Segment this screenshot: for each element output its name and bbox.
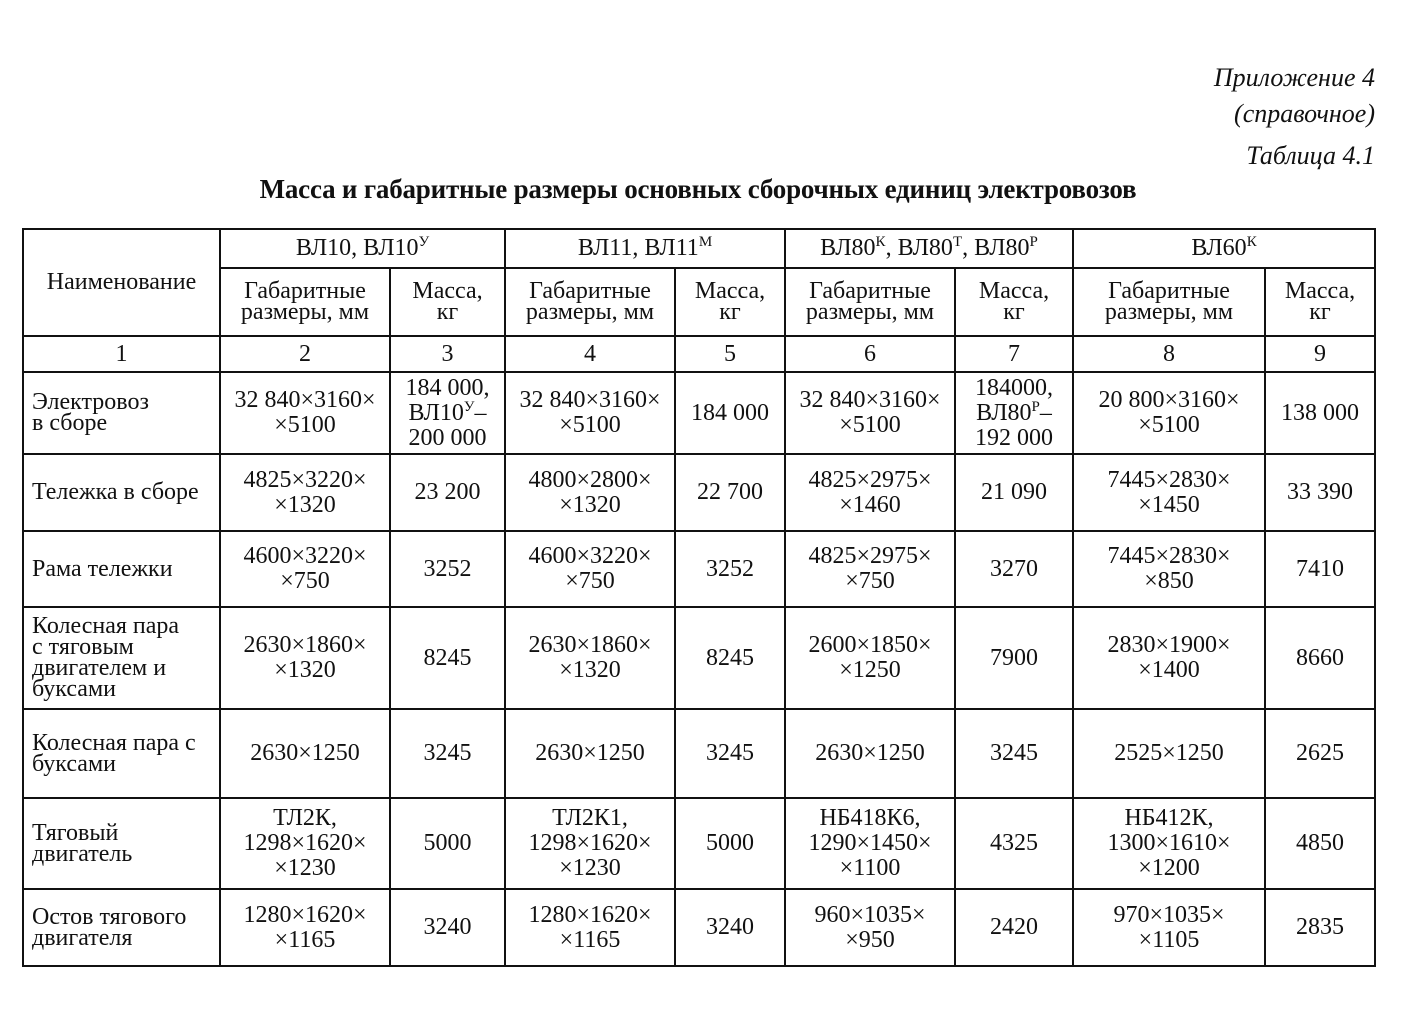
- cell-line: 32 840×3160×: [234, 387, 376, 413]
- table-title: Масса и габаритные размеры основных сборочных единиц электровозов: [259, 174, 1137, 204]
- mass-cell: [675, 607, 785, 709]
- column-number: 5: [675, 336, 785, 372]
- mass-cell: [390, 607, 505, 709]
- dimensions-cell: [785, 607, 955, 709]
- dimensions-cell: [1073, 607, 1265, 709]
- group-label: , ВЛ80: [885, 235, 953, 261]
- group-superscript: К: [875, 234, 886, 250]
- cell-line: 2630×1250: [535, 740, 645, 766]
- cell-line: 184 000: [691, 399, 769, 426]
- subheader-line: Масса,: [694, 278, 766, 304]
- cell-line: 23 200: [414, 479, 481, 505]
- cell-line: 3270: [990, 555, 1038, 582]
- mass-cell: [390, 798, 505, 889]
- cell-line: НБ418К6,: [819, 805, 921, 831]
- dimensions-cell: [220, 372, 390, 454]
- cell-line: ×1460: [839, 491, 901, 518]
- cell-line: $ВЛ80^Р-$: [976, 398, 1052, 426]
- cell-line: 7410: [1296, 555, 1344, 582]
- cell-line: 3240: [423, 914, 472, 940]
- mass-cell: [1265, 709, 1375, 798]
- row-name-line: Рама тележки: [32, 555, 173, 582]
- mass-cell: [675, 454, 785, 531]
- cell-line: НБ412К,: [1124, 805, 1214, 831]
- column-number: 1: [23, 336, 220, 372]
- dimensions-cell: [505, 709, 675, 798]
- group-superscript: М: [698, 234, 713, 250]
- subheader-line: размеры, мм: [240, 299, 370, 325]
- cell-line: 184 000,: [405, 374, 490, 401]
- subheader-line: Габаритные: [809, 278, 931, 304]
- cell-line: ×1320: [274, 657, 336, 683]
- dimensions-cell: [785, 709, 955, 798]
- row-name-line: буксами: [32, 676, 116, 702]
- subheader-mass: [390, 268, 505, 336]
- cell-line: ×1230: [559, 855, 621, 881]
- cell-line: 3252: [706, 555, 754, 582]
- row-name-line: двигатель: [32, 840, 133, 867]
- appendix-type: (справочное): [1234, 99, 1375, 128]
- dimensions-cell: [220, 889, 390, 966]
- mass-cell: [955, 531, 1073, 607]
- row-name-line: двигателя: [32, 924, 133, 951]
- row-name: [23, 372, 220, 454]
- cell-line: 33 390: [1287, 479, 1353, 505]
- cell-line: 2420: [990, 914, 1038, 940]
- cell-line: 3245: [423, 740, 472, 766]
- cell-line: 4850: [1296, 830, 1344, 856]
- cell-line: 5000: [423, 830, 472, 856]
- column-number: 8: [1073, 336, 1265, 372]
- group-label: ВЛ60: [1191, 235, 1247, 261]
- row-name: [23, 798, 220, 889]
- cell-line: ×850: [1144, 568, 1194, 594]
- row-name: [23, 709, 220, 798]
- cell-line: 192 000: [975, 424, 1053, 451]
- dimensions-cell: [785, 372, 955, 454]
- table-row: [23, 889, 1375, 966]
- dimensions-cell: [220, 798, 390, 889]
- cell-line: ×750: [280, 568, 330, 594]
- cell-line: 7445×2830×: [1107, 543, 1231, 569]
- row-name-line: в сборе: [32, 410, 108, 436]
- table-row: [23, 454, 1375, 531]
- mass-cell: [1265, 889, 1375, 966]
- table-row: [23, 709, 1375, 798]
- mass-cell: [390, 454, 505, 531]
- mass-cell: [390, 531, 505, 607]
- dimensions-cell: [505, 889, 675, 966]
- cell-line: 4800×2800×: [528, 466, 652, 493]
- cell-line: ×1250: [839, 657, 901, 683]
- cell-line: 32 840×3160×: [519, 387, 661, 413]
- cell-line: ТЛ2К,: [273, 805, 337, 831]
- table-number: Таблица 4.1: [1246, 141, 1375, 170]
- row-name-line: двигателем и: [32, 655, 167, 681]
- mass-cell: [675, 798, 785, 889]
- cell-line: $ВЛ10^У-$: [408, 398, 487, 426]
- cell-line: 960×1035×: [814, 901, 926, 928]
- subheader-line: Габаритные: [1108, 278, 1230, 304]
- cell-line: 4600×3220×: [528, 543, 652, 569]
- mass-cell: [955, 454, 1073, 531]
- mass-cell: [1265, 798, 1375, 889]
- group-superscript: К: [1246, 234, 1257, 250]
- cell-line: ×1200: [1138, 855, 1200, 881]
- dimensions-cell: [1073, 372, 1265, 454]
- dimensions-cell: [785, 798, 955, 889]
- cell-line: 1280×1620×: [528, 901, 652, 928]
- mass-cell: [955, 709, 1073, 798]
- cell-line: ×1400: [1138, 657, 1200, 683]
- dimensions-cell: [1073, 798, 1265, 889]
- mass-cell: [1265, 372, 1375, 454]
- cell-line: 1290×1450×: [808, 830, 932, 856]
- cell-line: 4600×3220×: [243, 543, 367, 569]
- dimensions-cell: [505, 372, 675, 454]
- group-header-vl10: [220, 229, 505, 268]
- mass-cell: [675, 372, 785, 454]
- dimensions-cell: [785, 531, 955, 607]
- dimensions-cell: [505, 531, 675, 607]
- cell-line: 7445×2830×: [1107, 466, 1231, 493]
- mass-cell: [1265, 607, 1375, 709]
- cell-line: 3240: [706, 914, 754, 940]
- table-row: [23, 531, 1375, 607]
- subheader-dimensions: [505, 268, 675, 336]
- cell-line: 2630×1860×: [243, 632, 367, 658]
- subheader-line: Масса,: [978, 278, 1050, 304]
- cell-line: 2830×1900×: [1107, 632, 1231, 658]
- row-name: [23, 889, 220, 966]
- column-header-name: Наименование: [23, 229, 220, 336]
- cell-line: ×1320: [559, 657, 621, 683]
- dimensions-cell: [220, 454, 390, 531]
- group-superscript: Т: [952, 234, 963, 250]
- row-name-line: Колесная пара с: [32, 729, 196, 756]
- dimensions-cell: [1073, 531, 1265, 607]
- subheader-dimensions: [220, 268, 390, 336]
- cell-line: ×1105: [1138, 926, 1200, 953]
- cell-line: ×1230: [274, 855, 336, 881]
- group-superscript: У: [418, 234, 430, 250]
- group-header-vl80: [785, 229, 1073, 268]
- cell-line: 138 000: [1281, 399, 1359, 426]
- group-label: ВЛ11, ВЛ11: [577, 235, 699, 261]
- mass-cell: [1265, 454, 1375, 531]
- cell-line: ×1320: [559, 491, 621, 518]
- table-row: [23, 798, 1375, 889]
- cell-line: ×5100: [274, 412, 336, 438]
- subheader-dimensions: [1073, 268, 1265, 336]
- dimensions-cell: [505, 607, 675, 709]
- group-superscript: Р: [1029, 234, 1038, 250]
- cell-line: 5000: [706, 830, 754, 856]
- subheader-line: размеры, мм: [1104, 299, 1234, 325]
- column-number: 3: [390, 336, 505, 372]
- cell-line: 3252: [423, 555, 472, 582]
- cell-line: 1300×1610×: [1107, 830, 1231, 856]
- cell-line: ×750: [845, 568, 895, 594]
- cell-line: 7900: [990, 644, 1038, 671]
- cell-line: 3245: [706, 740, 754, 766]
- table-row: [23, 372, 1375, 454]
- cell-line: 1280×1620×: [243, 901, 367, 928]
- cell-line: 4825×2975×: [808, 466, 932, 493]
- mass-cell: [675, 889, 785, 966]
- group-header-vl11: [505, 229, 785, 268]
- dimensions-cell: [220, 709, 390, 798]
- cell-line: 2835: [1296, 914, 1344, 940]
- subheader-line: кг: [719, 299, 741, 325]
- dimensions-cell: [505, 798, 675, 889]
- column-number: 6: [785, 336, 955, 372]
- mass-cell: [390, 709, 505, 798]
- superscript-marker: Р: [1031, 398, 1040, 415]
- cell-line: 4325: [990, 830, 1038, 856]
- column-number: 2: [220, 336, 390, 372]
- subheader-mass: [955, 268, 1073, 336]
- group-label: ВЛ80: [820, 235, 876, 261]
- subheader-line: размеры, мм: [805, 299, 935, 325]
- subheader-line: кг: [1309, 299, 1331, 325]
- group-label: ВЛ10, ВЛ10: [295, 235, 419, 261]
- cell-line: ×1165: [274, 926, 336, 953]
- cell-line: 3245: [990, 740, 1038, 766]
- subheader-mass: [675, 268, 785, 336]
- subheader-line: кг: [1003, 299, 1025, 325]
- cell-line: 970×1035×: [1113, 901, 1225, 928]
- data-table: [22, 228, 1376, 967]
- mass-cell: [955, 798, 1073, 889]
- cell-line: 1298×1620×: [528, 830, 652, 856]
- mass-cell: [390, 889, 505, 966]
- dimensions-cell: [1073, 709, 1265, 798]
- row-name-line: Колесная пара: [32, 613, 180, 639]
- mass-cell: [390, 372, 505, 454]
- group-header-vl60: [1073, 229, 1375, 268]
- cell-line: ×1450: [1138, 491, 1200, 518]
- mass-cell: [1265, 531, 1375, 607]
- cell-line: 20 800×3160×: [1098, 387, 1240, 413]
- subheader-line: кг: [436, 299, 459, 325]
- cell-line: 2625: [1296, 740, 1344, 766]
- cell-line: ×1165: [559, 926, 621, 953]
- cell-line: 22 700: [697, 479, 763, 505]
- cell-line: ×1100: [839, 855, 901, 881]
- cell-line: 2630×1860×: [528, 632, 652, 658]
- dimensions-cell: [220, 607, 390, 709]
- dimensions-cell: [1073, 454, 1265, 531]
- subheader-mass: [1265, 268, 1375, 336]
- cell-line: ТЛ2К1,: [552, 805, 628, 831]
- cell-line: 32 840×3160×: [799, 387, 941, 413]
- row-name-line: буксами: [32, 750, 116, 777]
- cell-line: 4825×3220×: [243, 466, 367, 493]
- mass-cell: [955, 372, 1073, 454]
- table-row: [23, 607, 1375, 709]
- row-name-line: Тяговый: [32, 819, 119, 846]
- cell-line: 2600×1850×: [808, 632, 932, 658]
- dimensions-cell: [220, 531, 390, 607]
- cell-line: 184000,: [975, 374, 1053, 401]
- subheader-line: Габаритные: [244, 278, 366, 304]
- superscript-marker: У: [463, 398, 475, 415]
- cell-line: 200 000: [408, 424, 487, 451]
- cell-line: 8245: [706, 644, 754, 671]
- cell-line: 8660: [1296, 644, 1344, 671]
- row-name-line: с тяговым: [32, 634, 134, 660]
- subheader-dimensions: [785, 268, 955, 336]
- cell-line: ×5100: [839, 412, 901, 438]
- cell-line: ×5100: [1138, 412, 1200, 438]
- cell-line: 2525×1250: [1114, 740, 1224, 766]
- cell-line: 1298×1620×: [243, 830, 367, 856]
- row-name: [23, 607, 220, 709]
- row-name-line: Тележка в сборе: [32, 479, 199, 505]
- cell-line: 8245: [423, 644, 472, 671]
- cell-line: ×5100: [559, 412, 621, 438]
- dimensions-cell: [785, 889, 955, 966]
- mass-cell: [955, 607, 1073, 709]
- cell-line: 4825×2975×: [808, 543, 932, 569]
- cell-line: 2630×1250: [250, 740, 360, 766]
- subheader-line: размеры, мм: [525, 299, 655, 325]
- dimensions-cell: [785, 454, 955, 531]
- column-number: 7: [955, 336, 1073, 372]
- group-label: , ВЛ80: [962, 235, 1030, 261]
- row-name-line: Электровоз: [32, 389, 149, 415]
- row-name: [23, 454, 220, 531]
- dimensions-cell: [1073, 889, 1265, 966]
- cell-line: ×950: [845, 926, 895, 953]
- row-name: [23, 531, 220, 607]
- mass-cell: [675, 531, 785, 607]
- cell-line: 21 090: [981, 479, 1047, 505]
- mass-cell: [675, 709, 785, 798]
- cell-line: ×750: [565, 568, 615, 594]
- subheader-line: Масса,: [1284, 278, 1356, 304]
- row-name-line: Остов тягового: [32, 903, 187, 930]
- subheader-line: Масса,: [412, 278, 483, 304]
- subheader-line: Габаритные: [529, 278, 651, 304]
- cell-line: ×1320: [274, 491, 336, 518]
- appendix-label: Приложение 4: [1213, 63, 1375, 92]
- cell-line: 2630×1250: [815, 740, 925, 766]
- mass-cell: [955, 889, 1073, 966]
- dimensions-cell: [505, 454, 675, 531]
- column-number: 9: [1265, 336, 1375, 372]
- column-number: 4: [505, 336, 675, 372]
